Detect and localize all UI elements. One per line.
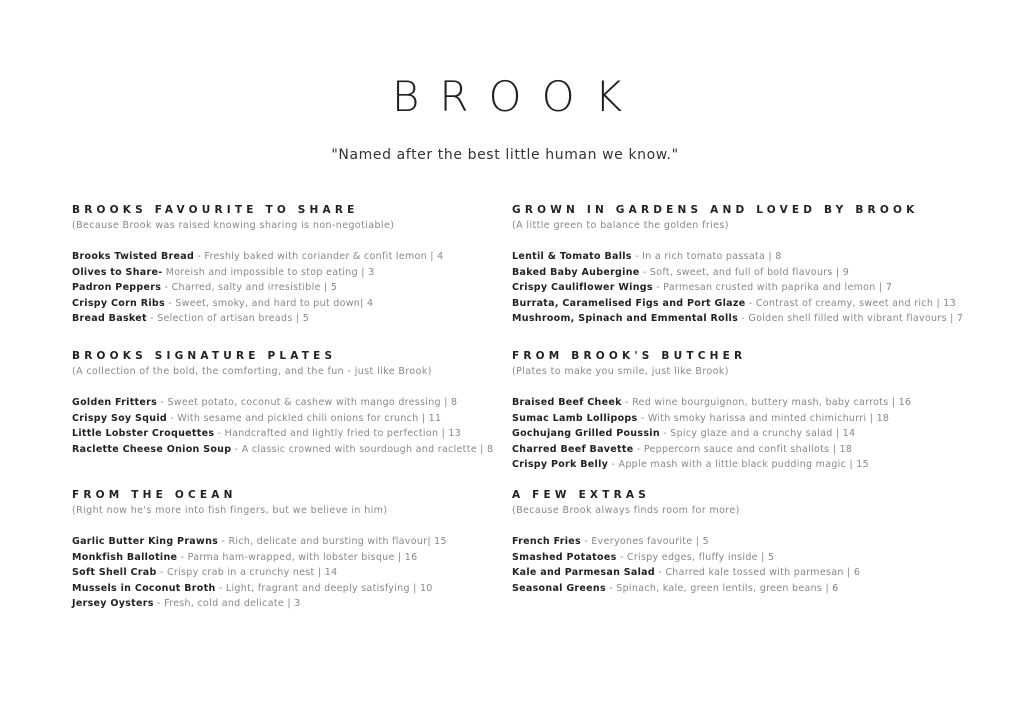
- menu-item-name: Lentil & Tomato Balls: [512, 251, 632, 262]
- menu-item: [72, 565, 542, 581]
- menu-item-description-price: - Spicy glaze and a crunchy salad | 14: [659, 428, 856, 440]
- menu-section: [72, 488, 542, 612]
- menu-item-name: Golden Fritters: [72, 397, 158, 408]
- menu-item-name: Baked Baby Aubergine: [512, 266, 640, 278]
- menu-item-name: Bread Basket: [72, 313, 147, 325]
- menu-item: [72, 534, 542, 550]
- menu-item-name: Crispy Pork Belly: [512, 459, 609, 471]
- section-title: BROOKS SIGNATURE PLATES: [72, 350, 337, 362]
- menu-item: [512, 411, 982, 427]
- menu-item-description-price: - Parma ham-wrapped, with lobster bisque | 16: [177, 551, 418, 563]
- menu-item-name: Crispy Corn Ribs: [72, 297, 165, 309]
- menu-item-name: Raclette Cheese Onion Soup: [72, 443, 232, 455]
- menu-item-description-price: - Golden shell filled with vibrant flavours | 7: [738, 313, 964, 325]
- section-title: FROM THE OCEAN: [72, 489, 237, 501]
- menu-item-description-price: - Crispy crab in a crunchy nest | 14: [156, 567, 338, 579]
- menu-item-name: Mushroom, Spinach and Emmental Rolls: [512, 313, 739, 325]
- menu-item: [72, 249, 542, 265]
- menu-item-description-price: - Sweet potato, coconut & cashew with mango dressing | 8: [157, 397, 458, 408]
- menu-item-description-price: - Fresh, cold and delicate | 3: [153, 598, 301, 610]
- menu-item-description-price: - Crispy edges, fluffy inside | 5: [616, 551, 775, 563]
- menu-section: [512, 203, 982, 327]
- menu-item-name: Kale and Parmesan Salad: [512, 567, 655, 579]
- tagline: "Named after the best little human we know.": [331, 147, 679, 163]
- menu-item-name: Olives to Share-: [72, 266, 163, 278]
- menu-item: [512, 581, 982, 597]
- section-title: A FEW EXTRAS: [512, 489, 650, 501]
- menu-item: [512, 442, 982, 458]
- menu-item-list: [72, 534, 542, 612]
- menu-item: [72, 311, 542, 327]
- menu-item-name: Soft Shell Crab: [72, 567, 157, 579]
- menu-item-description-price: - Parmesan crusted with paprika and lemon | 7: [652, 282, 893, 294]
- menu-item-list: [512, 534, 982, 596]
- menu-section: [512, 488, 982, 596]
- menu-item: [512, 280, 982, 296]
- menu-item: [512, 249, 982, 265]
- menu-item-name: Brooks Twisted Bread: [72, 251, 195, 262]
- menu-item-list: [512, 249, 982, 327]
- menu-item: [512, 565, 982, 581]
- menu-item-description-price: - Soft, sweet, and full of bold flavours | 9: [639, 266, 850, 278]
- menu-item-name: Charred Beef Bavette: [512, 443, 634, 455]
- menu-item-description-price: - Apple mash with a little black pudding magic | 15: [608, 459, 869, 471]
- menu-item-description-price: - Everyones favourite | 5: [581, 536, 709, 547]
- menu-item-description-price: - Selection of artisan breads | 5: [146, 313, 310, 325]
- menu-item-description-price: - Handcrafted and lightly fried to perfection | 13: [214, 428, 462, 440]
- menu-item-description-price: - Sweet, smoky, and hard to put down| 4: [164, 297, 374, 309]
- menu-item-name: Braised Beef Cheek: [512, 397, 622, 408]
- menu-item: [72, 296, 542, 312]
- menu-item: [512, 265, 982, 281]
- menu-item: [72, 596, 542, 612]
- menu-item: [512, 534, 982, 550]
- menu-item-description-price: - Red wine bourguignon, buttery mash, baby carrots | 16: [621, 397, 912, 408]
- menu-item-name: Garlic Butter King Prawns: [72, 536, 219, 547]
- menu-item-description-price: - With smoky harissa and minted chimichurri | 18: [637, 412, 890, 424]
- menu-item-description-price: - Charred, salty and irresistible | 5: [161, 282, 338, 294]
- menu-item-description-price: Moreish and impossible to stop eating | 3: [162, 266, 375, 278]
- menu-item-description-price: - A classic crowned with sourdough and raclette | 8: [231, 443, 494, 455]
- menu-item: [72, 426, 542, 442]
- menu-item-description-price: - Spinach, kale, green lentils, green beans | 6: [605, 582, 839, 594]
- menu-item: [72, 265, 542, 281]
- menu-item-list: [72, 395, 542, 457]
- menu-item: [72, 280, 542, 296]
- menu-item-name: Sumac Lamb Lollipops: [512, 412, 638, 424]
- section-caption: (Because Brook was raised knowing sharing is non-negotiable): [72, 220, 395, 231]
- menu-item: [512, 426, 982, 442]
- menu-item-name: Mussels in Coconut Broth: [72, 582, 216, 594]
- menu-item: [72, 581, 542, 597]
- section-caption: (Right now he's more into fish fingers, but we believe in him): [72, 505, 388, 516]
- menu-item-name: Burrata, Caramelised Figs and Port Glaze: [512, 297, 746, 309]
- menu-item-description-price: - Contrast of creamy, sweet and rich | 13: [745, 297, 956, 309]
- menu-item-name: Little Lobster Croquettes: [72, 428, 215, 440]
- menu-item: [512, 311, 982, 327]
- section-title: GROWN IN GARDENS AND LOVED BY BROOK: [512, 204, 919, 216]
- menu-item-description-price: - Light, fragrant and deeply satisfying | 10: [215, 582, 433, 594]
- menu-item-name: Gochujang Grilled Poussin: [512, 428, 660, 440]
- menu-item-description-price: - Rich, delicate and bursting with flavour| 15: [218, 536, 447, 547]
- section-caption: (Because Brook always finds room for more): [512, 505, 740, 516]
- menu-item: [512, 395, 982, 411]
- menu-item-name: Crispy Cauliflower Wings: [512, 282, 653, 294]
- menu-item: [512, 296, 982, 312]
- menu-item-name: Seasonal Greens: [512, 582, 606, 594]
- menu-item-name: Smashed Potatoes: [512, 551, 617, 563]
- menu-item-description-price: - Freshly baked with coriander & confit lemon | 4: [194, 251, 444, 262]
- menu-section: [512, 349, 982, 473]
- menu-item: [512, 550, 982, 566]
- menu-item-name: Monkfish Ballotine: [72, 551, 178, 563]
- section-title: BROOKS FAVOURITE TO SHARE: [72, 204, 359, 216]
- section-caption: (A little green to balance the golden fries): [512, 220, 729, 231]
- menu-item-description-price: - Peppercorn sauce and confit shallots | 18: [633, 443, 853, 455]
- menu-item-list: [512, 395, 982, 473]
- menu-item: [72, 550, 542, 566]
- menu-section: [72, 203, 542, 327]
- menu-item-name: Padron Peppers: [72, 282, 162, 294]
- menu-item-name: Jersey Oysters: [72, 598, 154, 610]
- restaurant-title: BROOK: [391, 72, 643, 121]
- section-caption: (Plates to make you smile, just like Brook): [512, 366, 729, 377]
- section-caption: (A collection of the bold, the comforting, and the fun - just like Brook): [72, 366, 432, 377]
- section-title: FROM BROOK'S BUTCHER: [512, 350, 747, 362]
- menu-item: [72, 442, 542, 458]
- menu-item-name: French Fries: [512, 536, 581, 547]
- menu-item-list: [72, 249, 542, 327]
- menu-item-name: Crispy Soy Squid: [72, 412, 167, 424]
- menu-item-description-price: - Charred kale tossed with parmesan | 6: [654, 567, 861, 579]
- menu-item: [72, 395, 542, 411]
- menu-item: [72, 411, 542, 427]
- menu-item-description-price: - In a rich tomato passata | 8: [631, 251, 782, 262]
- menu-section: [72, 349, 542, 457]
- menu-item-description-price: - With sesame and pickled chili onions for crunch | 11: [167, 412, 442, 424]
- menu-item: [512, 457, 982, 473]
